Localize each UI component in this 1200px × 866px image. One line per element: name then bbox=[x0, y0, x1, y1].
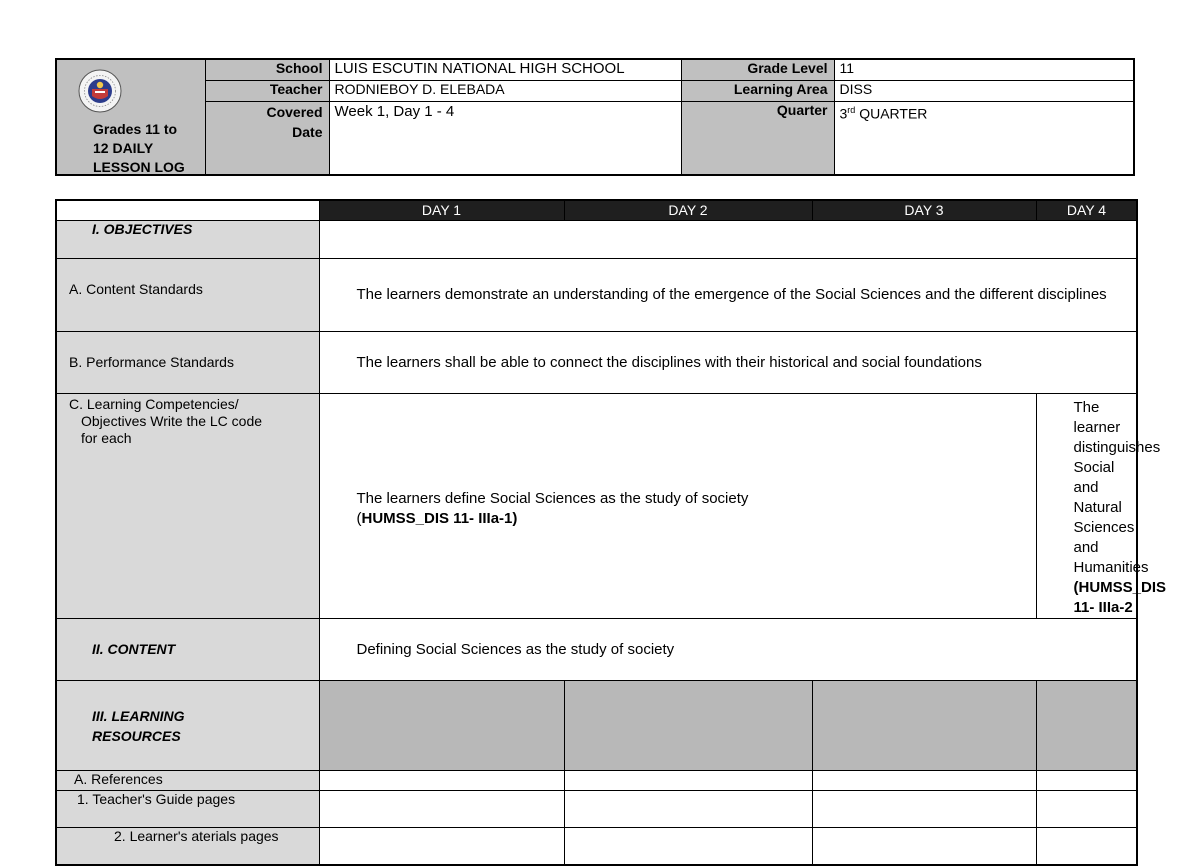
learners-materials-label: 2. Learner's aterials pages bbox=[56, 828, 319, 865]
blank-corner-cell bbox=[56, 200, 319, 221]
teachers-guide-day-1 bbox=[319, 791, 564, 828]
deped-seal-icon bbox=[78, 69, 122, 113]
school-value: LUIS ESCUTIN NATIONAL HIGH SCHOOL bbox=[329, 59, 681, 80]
teacher-value: RODNIEBOY D. ELEBADA bbox=[329, 80, 681, 101]
resources-day-1 bbox=[319, 681, 564, 771]
content-standards-label: A. Content Standards bbox=[56, 259, 319, 332]
covered-date-label: Covered Date bbox=[205, 101, 329, 175]
teachers-guide-day-3 bbox=[812, 791, 1036, 828]
content-heading: II. CONTENT bbox=[56, 619, 319, 681]
objectives-heading: I. OBJECTIVES bbox=[56, 221, 319, 259]
performance-standards-text: The learners shall be able to connect the disciplines with their historical and social foundations bbox=[319, 332, 1137, 394]
content-text: Defining Social Sciences as the study of society bbox=[319, 619, 1137, 681]
lesson-log-header bbox=[55, 58, 1135, 176]
references-day-4 bbox=[1036, 771, 1137, 791]
learners-materials-day-2 bbox=[564, 828, 812, 865]
references-day-1 bbox=[319, 771, 564, 791]
learning-area-label: Learning Area bbox=[681, 80, 834, 101]
competency-days-3-4: The learner distinguishes Social and Natural Sciences and Humanities (HUMSS_DIS 11- IIIa-2 bbox=[1036, 394, 1137, 619]
resources-day-3 bbox=[812, 681, 1036, 771]
grade-level-value: 11 bbox=[834, 59, 1134, 80]
teachers-guide-label: 1. Teacher's Guide pages bbox=[56, 791, 319, 828]
references-day-2 bbox=[564, 771, 812, 791]
learning-area-value: DISS bbox=[834, 80, 1134, 101]
quarter-label: Quarter bbox=[681, 101, 834, 175]
references-label: A. References bbox=[56, 771, 319, 791]
references-day-3 bbox=[812, 771, 1036, 791]
learners-materials-day-1 bbox=[319, 828, 564, 865]
learners-materials-day-3 bbox=[812, 828, 1036, 865]
day-2-header: DAY 2 bbox=[564, 200, 812, 221]
grade-level-label: Grade Level bbox=[681, 59, 834, 80]
resources-day-4 bbox=[1036, 681, 1137, 771]
learning-competencies-label: C. Learning Competencies/ Objectives Write the LC code for each bbox=[56, 394, 319, 619]
deped-seal-cell bbox=[56, 59, 205, 175]
objectives-cell bbox=[319, 221, 1137, 259]
learners-materials-day-4 bbox=[1036, 828, 1137, 865]
covered-date-value: Week 1, Day 1 - 4 bbox=[329, 101, 681, 175]
teachers-guide-day-2 bbox=[564, 791, 812, 828]
teacher-label: Teacher bbox=[205, 80, 329, 101]
performance-standards-label: B. Performance Standards bbox=[56, 332, 319, 394]
teachers-guide-day-4 bbox=[1036, 791, 1137, 828]
competency-days-1-2: The learners define Social Sciences as the study of society (HUMSS_DIS 11- IIIa-1) bbox=[319, 394, 1036, 619]
school-label: School bbox=[205, 59, 329, 80]
resources-day-2 bbox=[564, 681, 812, 771]
learning-resources-heading: III. LEARNING RESOURCES bbox=[56, 681, 319, 771]
day-4-header: DAY 4 bbox=[1036, 200, 1137, 221]
lesson-log-title: Grades 11 to 12 DAILY LESSON LOG bbox=[93, 121, 185, 175]
quarter-value: 3rd QUARTER bbox=[834, 101, 1134, 175]
day-1-header: DAY 1 bbox=[319, 200, 564, 221]
day-3-header: DAY 3 bbox=[812, 200, 1036, 221]
content-standards-text: The learners demonstrate an understanding of the emergence of the Social Sciences and the different disciplines bbox=[319, 259, 1137, 332]
daily-lesson-log-table bbox=[55, 199, 1167, 866]
